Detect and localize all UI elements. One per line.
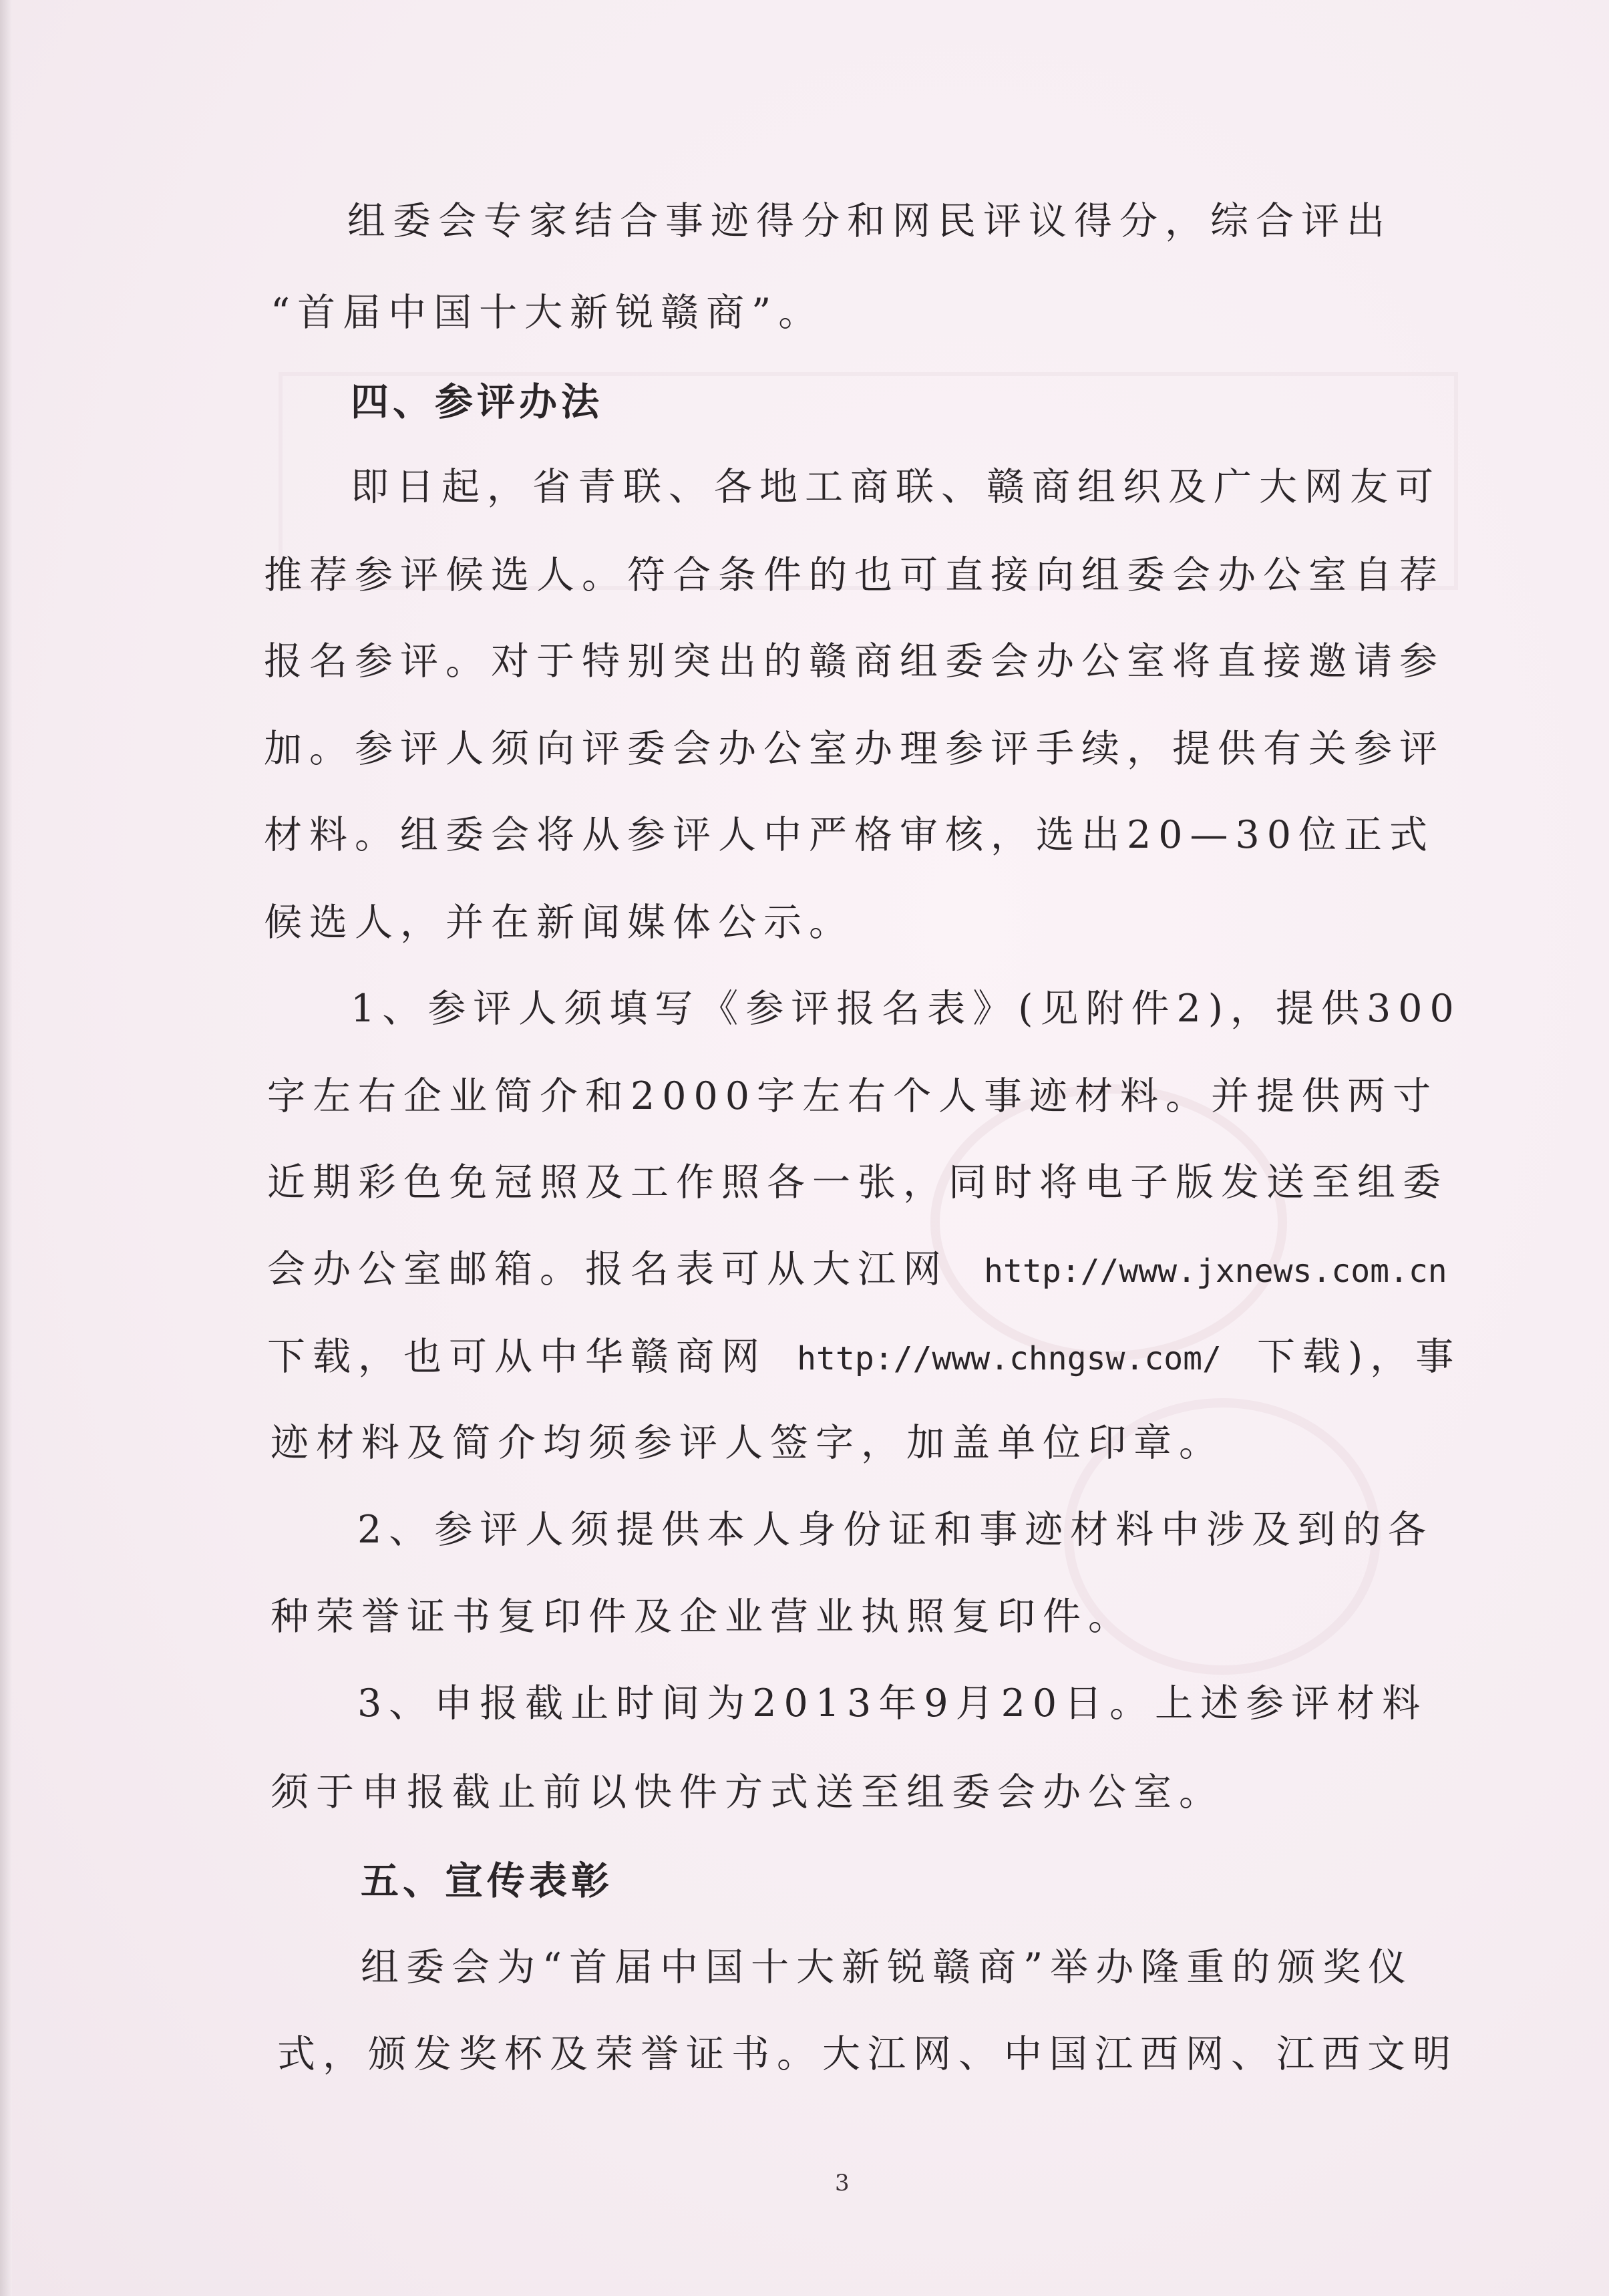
- text-run: 下载)，事: [1257, 1335, 1461, 1379]
- section-heading: 四、参评办法: [351, 379, 603, 424]
- paragraph-line: 材料。组委会将从参评人中严格审核，选出20—30位正式: [264, 813, 1435, 857]
- paragraph-line: 须于申报截止前以快件方式送至组委会办公室。: [271, 1770, 1224, 1814]
- paragraph-line: 种荣誉证书复印件及企业营业执照复印件。: [271, 1595, 1133, 1639]
- binding-edge: [0, 0, 12, 2296]
- paragraph-line: 近期彩色免冠照及工作照各一张，同时将电子版发送至组委: [267, 1160, 1448, 1204]
- paragraph-line: 组委会专家结合事迹得分和网民评议得分，综合评出: [347, 199, 1392, 243]
- paragraph-line: 3、申报截止时间为2013年9月20日。上述参评材料: [357, 1681, 1428, 1726]
- text-run: 会办公室邮箱。报名表可从大江网: [267, 1247, 948, 1291]
- url-jxnews: http://www.jxnews.com.cn: [984, 1253, 1447, 1290]
- paragraph-line: 组委会为“首届中国十大新锐赣商”举办隆重的颁奖仪: [361, 1945, 1414, 1989]
- paragraph-line: [267, 1335, 1461, 1379]
- url-chngsw: http://www.chngsw.com/: [797, 1340, 1222, 1377]
- paragraph-line: 即日起，省青联、各地工商联、赣商组织及广大网友可: [351, 465, 1441, 509]
- paragraph-line: 候选人，并在新闻媒体公示。: [264, 900, 854, 945]
- paragraph-line: 式，颁发奖杯及荣誉证书。大江网、中国江西网、江西文明: [277, 2032, 1458, 2076]
- paragraph-line: 迹材料及简介均须参评人签字，加盖单位印章。: [271, 1421, 1224, 1465]
- paragraph-line: 推荐参评候选人。符合条件的也可直接向组委会办公室自荐: [264, 553, 1445, 597]
- paragraph-line: 1、参评人须填写《参评报名表》(见附件2)，提供300: [351, 987, 1461, 1031]
- paragraph-line: 加。参评人须向评委会办公室办理参评手续，提供有关参评: [264, 727, 1445, 771]
- page-number: 3: [835, 2170, 850, 2196]
- paragraph-line: 字左右企业简介和2000字左右个人事迹材料。并提供两寸: [267, 1074, 1439, 1118]
- section-heading: 五、宣传表彰: [361, 1858, 613, 1903]
- text-run: 下载，也可从中华赣商网: [267, 1335, 767, 1379]
- paragraph-line: 报名参评。对于特别突出的赣商组委会办公室将直接邀请参: [264, 639, 1445, 683]
- paragraph-line: “首届中国十大新锐赣商”。: [271, 291, 824, 335]
- paragraph-line: 2、参评人须提供本人身份证和事迹材料中涉及到的各: [357, 1508, 1434, 1552]
- paragraph-line: [267, 1247, 1447, 1291]
